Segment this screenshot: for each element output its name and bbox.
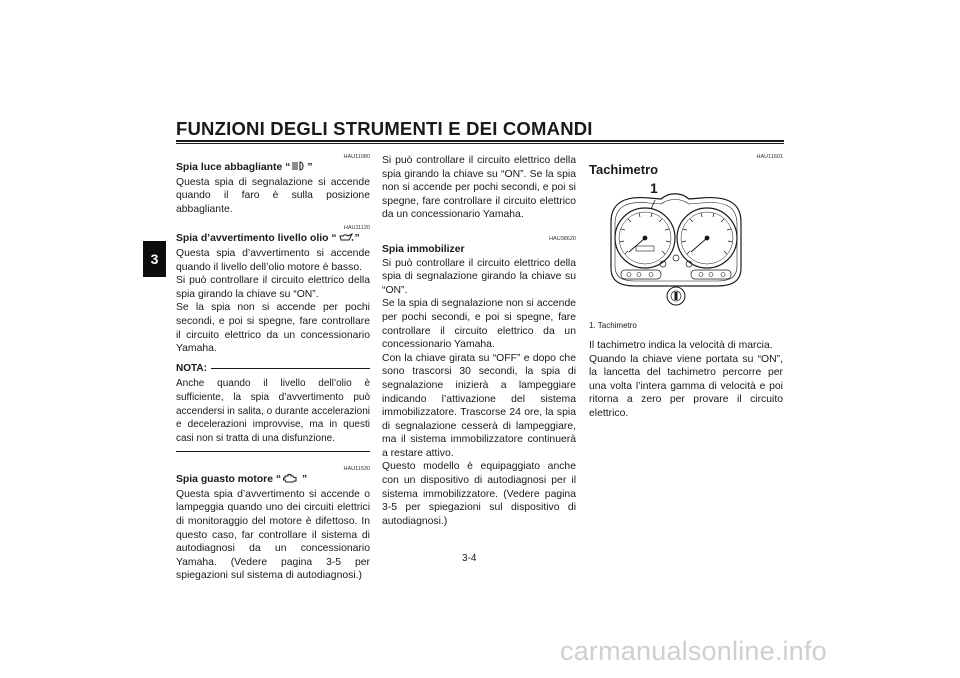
paragraph: Il tachimetro indica la velocità di marcia.: [589, 340, 773, 351]
instrument-cluster-figure: [589, 182, 783, 314]
watermark: carmanualsonline.info: [560, 636, 827, 666]
section-code: HAU11080: [343, 154, 370, 160]
heading-text: Spia luce abbagliante “: [176, 162, 291, 173]
column-left: [176, 154, 370, 583]
heading-text-end: ”: [299, 474, 308, 486]
oil-can-icon: [338, 232, 354, 247]
section-code: HAU11601: [756, 154, 783, 160]
header-rule-thin: [176, 143, 784, 144]
section-heading-immobilizer: Spia immobilizer: [382, 243, 465, 255]
figure-caption: 1. Tachimetro: [589, 321, 637, 330]
page-number: 3-4: [462, 553, 477, 564]
paragraph: Se la spia non si accende per pochi secondi, e poi si spegne, fare controllare il circuito elettrico da un concessionario Yamaha.: [176, 302, 370, 355]
chapter-tab: 3: [143, 241, 166, 277]
paragraph: Si può controllare il circuito elettrico della spia girando la chiave su “ON”.: [176, 275, 370, 300]
note-text: Anche quando il livello dell’olio è sufficiente, la spia d’avvertimento può accendersi in salita, o durante accelerazioni e decelerazioni improvvise, ma in questi casi non si tratta di una disfunzione.: [176, 378, 370, 444]
instrument-cluster-illustration: [589, 182, 783, 312]
paragraph: Con la chiave girata su “OFF” e dopo che sono trascorsi 30 secondi, la spia di segnalazione inizierà a lampeggiare indicando l’attivazione del sistema immobilizzatore. Trascorse 24 ore, la spia di segnalazione cesserà di lampeggiare, ma il sistema immobilizzatore continuerà a restare attivo.: [382, 352, 576, 459]
column-middle: [382, 154, 576, 528]
heading-text-end: ”: [354, 233, 360, 245]
paragraph: Questa spia d’avvertimento si accende o lampeggia quando uno dei circuiti elettrici di monitoraggio del motore è difettoso. In questo caso, far controllare il sistema di autodiagnosi da un concessionario Yamaha. (Vedere pagina 3-5 per spiegazioni sul sistema di autodiagnosi.): [176, 488, 370, 582]
section-code: HAU38620: [549, 235, 576, 242]
callout-number: 1: [650, 180, 658, 196]
section-heading-high-beam: [176, 161, 370, 176]
heading-text-end: ”: [307, 162, 313, 173]
section-heading-speedometer: Tachimetro: [589, 162, 659, 177]
page-title: FUNZIONI DEGLI STRUMENTI E DEI COMANDI: [176, 118, 593, 139]
section-code: HAU11530: [343, 466, 370, 473]
column-right: [589, 154, 783, 421]
note-rule: [211, 368, 370, 369]
high-beam-icon: [291, 161, 306, 176]
paragraph: Questa spia di segnalazione si accende quando il faro è sulla posizione abbagliante.: [176, 176, 370, 215]
section-code: HAU11120: [343, 225, 370, 232]
paragraph: Questa spia d’avvertimento si accende quando il livello dell’olio motore è basso.: [176, 247, 370, 273]
paragraph: Se la spia di segnalazione non si accende per pochi secondi, e poi si spegne, fare controllare il circuito elettrico da un concessionario Yamaha.: [382, 298, 576, 351]
header-rule: [176, 140, 784, 142]
paragraph: Si può controllare il circuito elettrico della spia di segnalazione girando la chiave su “ON”.: [382, 257, 576, 296]
section-heading-oil: [176, 232, 370, 247]
paragraph: Quando la chiave viene portata su “ON”, la lancetta del tachimetro percorre per una volta l’intera gamma di velocità e poi ritorna a zero per provare il circuito elettrico.: [589, 353, 783, 419]
note-box: [176, 362, 370, 453]
engine-icon: [282, 473, 298, 488]
note-label: NOTA:: [176, 362, 207, 374]
heading-text: Spia guasto motore “: [176, 474, 282, 486]
paragraph: Questo modello è equipaggiato anche con un dispositivo di autodiagnosi per il sistema immobilizzatore. (Vedere pagina 3-5 per spiegazioni sul dispositivo di autodiagnosi.): [382, 461, 576, 527]
heading-text: Spia d’avvertimento livello olio “: [176, 233, 337, 245]
section-heading-engine: [176, 473, 370, 488]
paragraph: Si può controllare il circuito elettrico della spia girando la chiave su “ON”. Se la spia non si accende per pochi secondi, e poi si spegne, fare controllare il circuito elettrico da un concessionario Yamaha.: [382, 155, 576, 221]
